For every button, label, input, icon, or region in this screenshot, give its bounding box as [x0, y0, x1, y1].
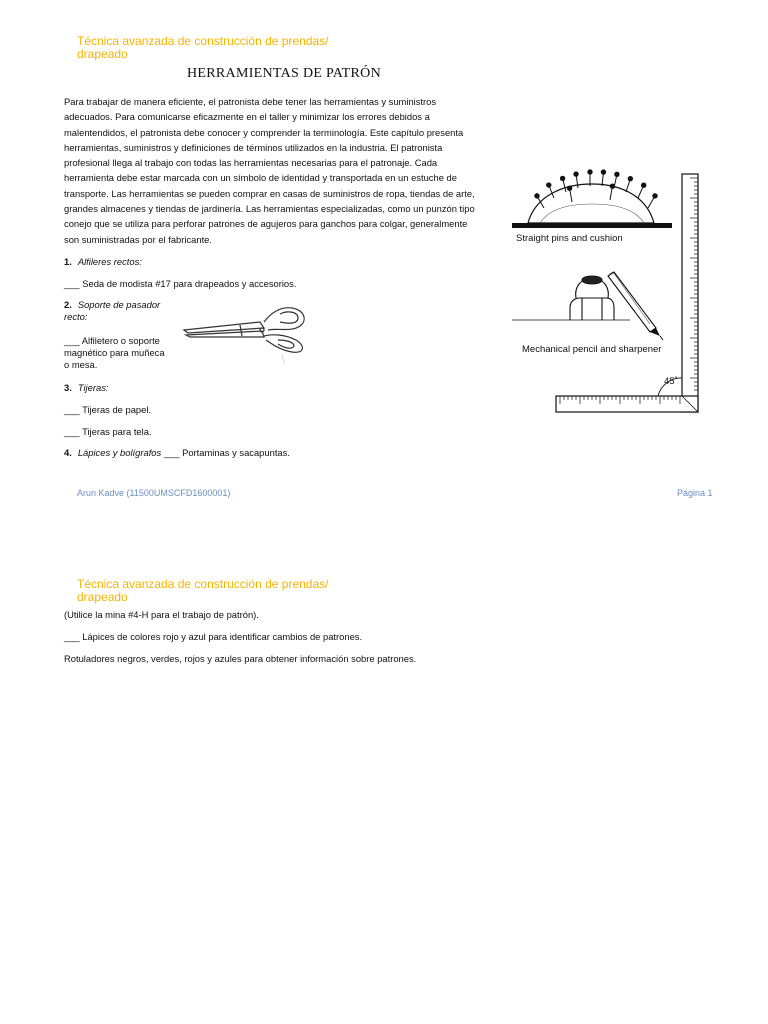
page2-line-1: (Utilice la mina #4-H para el trabajo de patrón).: [64, 609, 259, 620]
item-1-heading: [64, 256, 142, 268]
pattern-tools-illustration: [510, 168, 710, 418]
mechanical-pencil-icon: [608, 272, 663, 340]
item-3-number: 3.: [64, 382, 72, 393]
footer-page-number: Página 1: [677, 488, 713, 498]
pencil-caption: Mechanical pencil and sharpener: [522, 344, 662, 355]
item-1-line: ___ Seda de modista #17 para drapeados y accesorios.: [64, 278, 297, 289]
scissors-illustration: [180, 300, 315, 370]
page2-line-2: ___ Lápices de colores rojo y azul para identificar cambios de patrones.: [64, 631, 363, 642]
item-4-line: [64, 447, 290, 459]
footer-author: Arun Kadve (11500UMSCFD1600001): [77, 488, 231, 498]
item-2-description: [64, 335, 184, 371]
pin-head: [567, 186, 571, 190]
pin-head: [641, 183, 645, 187]
pin-head: [628, 176, 632, 180]
intro-line: malentendidos, el patronista debe conocer y comprender la terminología. Este capítulo presenta: [64, 126, 464, 138]
item-2-line-b: magnético para muñeca: [64, 347, 165, 358]
item-3-line-1: ___ Tijeras de papel.: [64, 404, 152, 415]
item-4-number: 4.: [64, 447, 72, 458]
item-2-number: 2.: [64, 299, 72, 310]
pin-head: [610, 184, 614, 188]
page2-header-line1: Técnica avanzada de construcción de prendas/: [77, 577, 329, 591]
item-1-title: Alfileres rectos:: [77, 256, 142, 267]
intro-line: profesional llega al trabajo con todas las herramientas necesarias para el patronaje. Cada: [64, 157, 438, 169]
page2-header-line2: drapeado: [77, 590, 128, 604]
item-3-title: Tijeras:: [77, 382, 109, 393]
pin-head: [547, 183, 551, 187]
pin-head: [560, 176, 564, 180]
page1-header-line1: Técnica avanzada de construcción de prendas/: [77, 34, 329, 48]
intro-line: herramientas, suministros y definiciones de términos utilizados en la industria. El patronista: [64, 141, 443, 153]
pins-caption: Straight pins and cushion: [516, 233, 623, 244]
intro-line: conejo que se utiliza para perforar patrones de agujeros para ganchos para colgar, generalmente: [64, 218, 468, 230]
page-title: HERRAMIENTAS DE PATRÓN: [187, 66, 381, 81]
item-2-line-a: ___ Alfiletero o soporte: [64, 335, 160, 346]
item-3-line-2: ___ Tijeras para tela.: [64, 426, 152, 437]
intro-line: son suministradas por el fabricante.: [64, 233, 212, 245]
intro-paragraph: [64, 94, 504, 247]
item-4-title: Lápices y bolígrafos: [77, 447, 162, 458]
page1-header-line2: drapeado: [77, 47, 128, 61]
pin-head: [588, 170, 592, 174]
watermark-glyph: /: [277, 350, 289, 367]
pin-cushion-icon: [512, 170, 672, 228]
pin-head: [653, 194, 657, 198]
intro-line: Para trabajar de manera eficiente, el patronista debe tener las herramientas y suministros: [64, 96, 437, 107]
item-1-number: 1.: [64, 256, 72, 267]
item-2-heading: [64, 299, 184, 323]
angle-label: 45˚: [664, 376, 678, 387]
item-2-title-a: Soporte de pasador: [77, 299, 161, 310]
intro-line: herramienta debe estar marcada con un símbolo de identidad y transportada en un estuche de: [64, 172, 457, 184]
intro-line: adecuados. Para comunicarse eficazmente en el taller y minimizar los errores debidos a: [64, 111, 430, 123]
item-2-line-c: o mesa.: [64, 359, 98, 370]
page1-header: [77, 35, 329, 61]
pin-head: [574, 172, 578, 176]
intro-line: grandes almacenes y tiendas de jardinería. Las herramientas especializadas, como un punzón tipo: [64, 203, 475, 215]
intro-line: transporte. Las herramientas se pueden comprar en casas de suministros de ropa, tiendas de arte,: [64, 187, 475, 199]
page2-header: [77, 578, 329, 604]
item-4-rest: ___ Portaminas y sacapuntas.: [161, 447, 290, 458]
pin-head: [601, 170, 605, 174]
pin-head: [615, 172, 619, 176]
item-2-title-b: recto:: [64, 311, 88, 322]
page2-line-3: Rotuladores negros, verdes, rojos y azules para obtener información sobre patrones.: [64, 653, 417, 664]
pin-head: [535, 194, 539, 198]
item-3-heading: [64, 382, 108, 394]
